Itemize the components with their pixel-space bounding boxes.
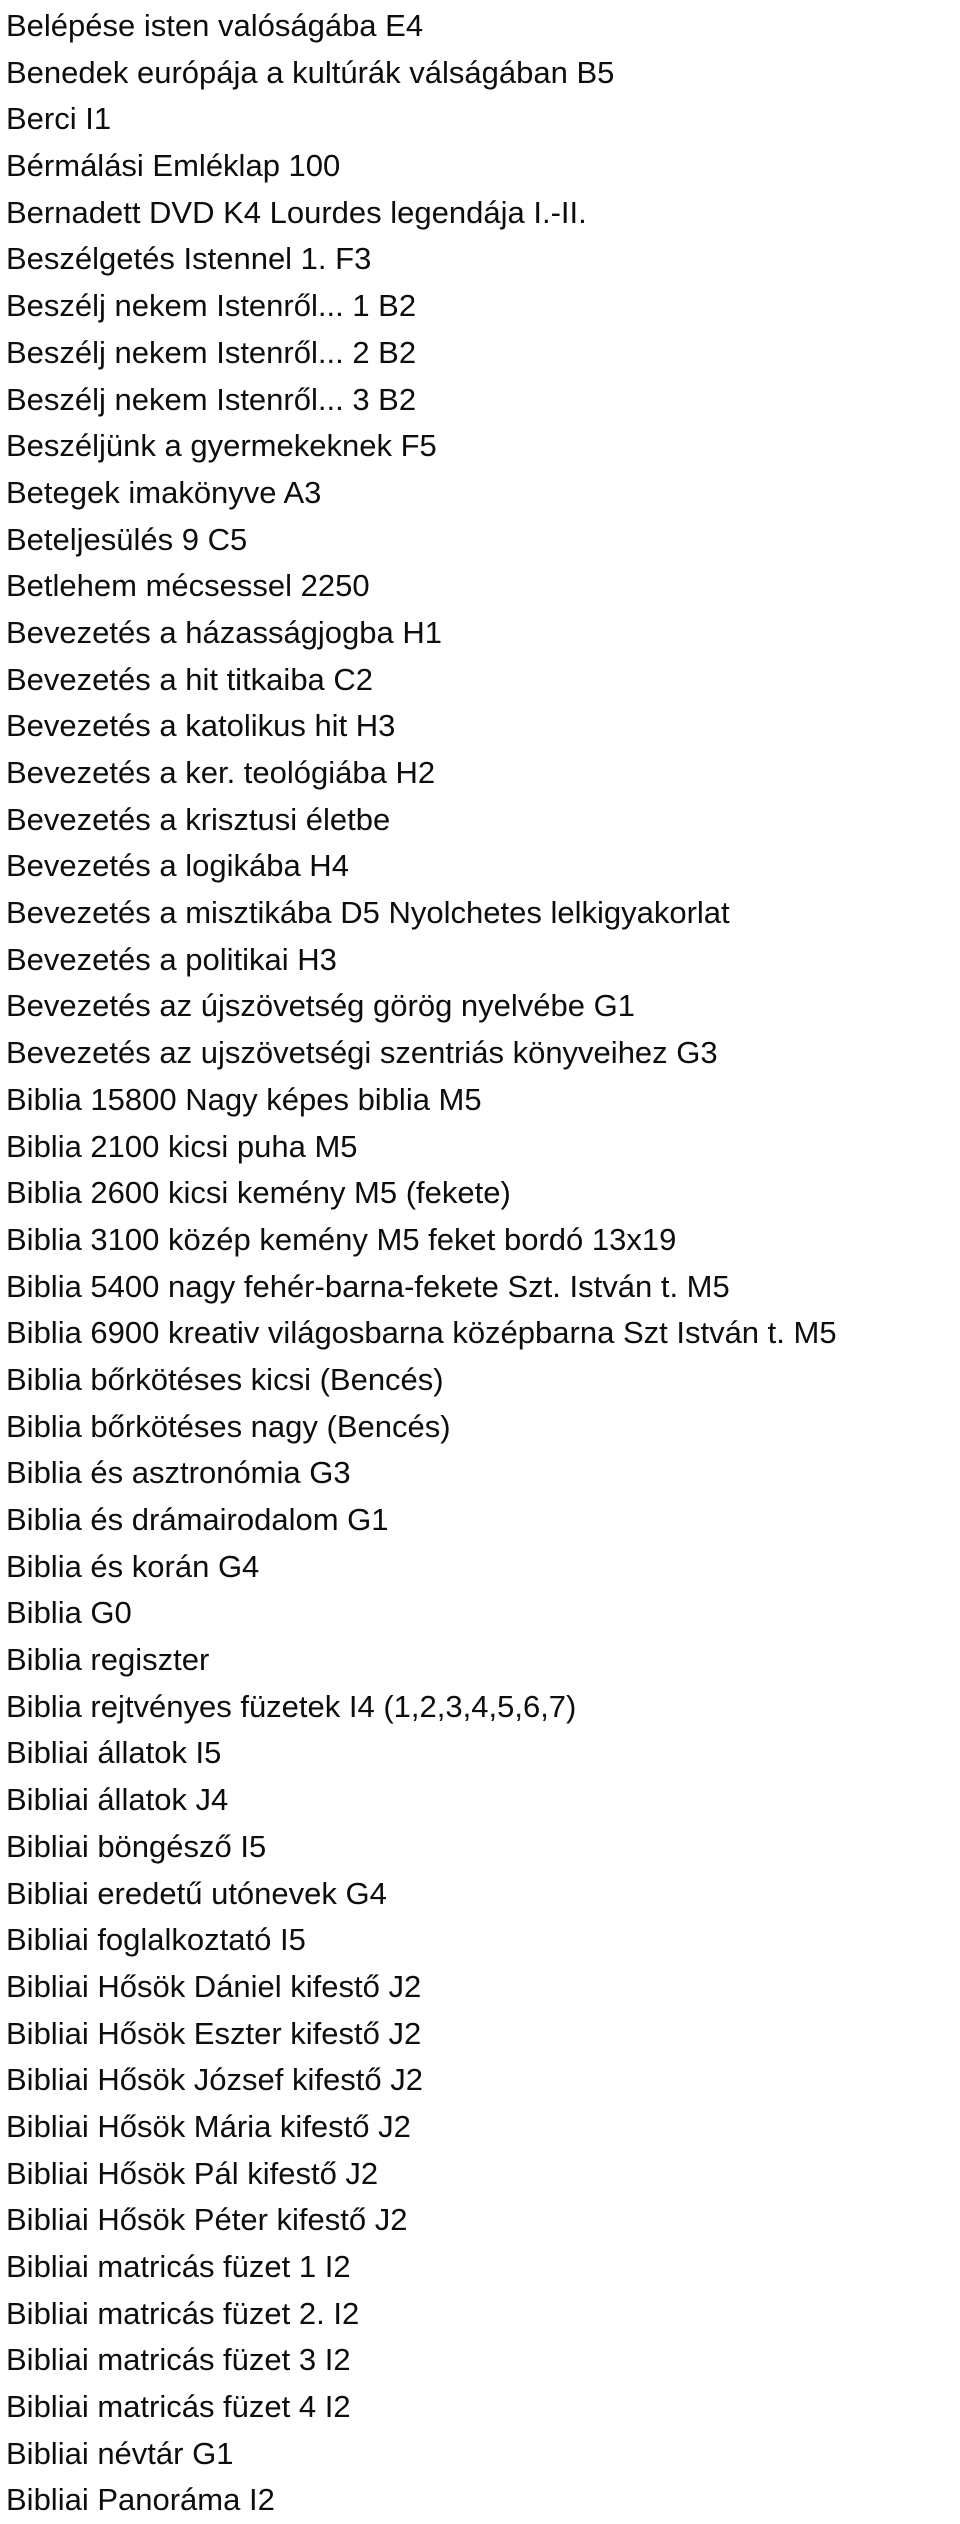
list-item: Biblia G0 [6, 1595, 132, 1631]
list-item: Bibliai matricás füzet 4 I2 [6, 2389, 351, 2425]
list-item: Bibliai állatok J4 [6, 1782, 229, 1818]
list-item: Biblia 6900 kreativ világosbarna középbarna Szt István t. M5 [6, 1315, 837, 1351]
list-item: Bevezetés a logikába H4 [6, 848, 349, 884]
list-item: Bibliai Hősök József kifestő J2 [6, 2062, 423, 2098]
list-item: Biblia bőrkötéses nagy (Bencés) [6, 1408, 451, 1444]
list-item: Belépése isten valóságába E4 [6, 8, 424, 43]
list-item: Beszéljünk a gyermekeknek F5 [6, 428, 437, 464]
list-item: Bibliai matricás füzet 3 I2 [6, 2342, 351, 2378]
list-item: Beszélgetés Istennel 1. F3 [6, 241, 372, 277]
list-item: Biblia 2600 kicsi kemény M5 (fekete) [6, 1175, 511, 1211]
list-item: Bevezetés a katolikus hit H3 [6, 708, 396, 744]
list-item: Berci I1 [6, 101, 112, 137]
list-item: Biblia 2100 kicsi puha M5 [6, 1128, 358, 1164]
list-item: Bevezetés az újszövetség görög nyelvébe G1 [6, 988, 635, 1024]
list-item: Bevezetés a krisztusi életbe [6, 801, 391, 837]
list-item: Biblia regiszter [6, 1642, 210, 1678]
list-item: Biblia bőrkötéses kicsi (Bencés) [6, 1361, 444, 1397]
list-item: Biblia 3100 közép kemény M5 feket bordó 13x19 [6, 1221, 677, 1257]
list-item: Bevezetés a ker. teológiába H2 [6, 755, 436, 790]
list-item: Bevezetés a politikai H3 [6, 941, 337, 977]
list-item: Beszélj nekem Istenről... 2 B2 [6, 334, 417, 370]
list-item: Biblia és drámairodalom G1 [6, 1502, 389, 1537]
list-item: Bibliai matricás füzet 2. I2 [6, 2295, 360, 2331]
list-item: Bevezetés az ujszövetségi szentriás könyveihez G3 [6, 1035, 718, 1071]
list-item: Bibliai Panoráma I2 [6, 2482, 275, 2518]
list-item: Bibliai foglalkoztató I5 [6, 1922, 306, 1958]
list-item: Bibliai Hősök Pál kifestő J2 [6, 2155, 379, 2191]
list-item: Bibliai névtár G1 [6, 2435, 234, 2471]
list-item: Bevezetés a misztikába D5 Nyolchetes lelkigyakorlat [6, 895, 730, 931]
list-item: Bibliai böngésző I5 [6, 1828, 267, 1864]
list-item: Betlehem mécsessel 2250 [6, 568, 370, 604]
list-item: Bibliai Hősök Péter kifestő J2 [6, 2202, 408, 2238]
list-item: Bibliai matricás füzet 1 I2 [6, 2249, 351, 2284]
list-item: Biblia 5400 nagy fehér-barna-fekete Szt. István t. M5 [6, 1268, 730, 1304]
list-item: Biblia és korán G4 [6, 1548, 260, 1584]
list-item: Benedek európája a kultúrák válságában B5 [6, 54, 615, 90]
list-item: Bevezetés a hit titkaiba C2 [6, 661, 374, 697]
list-item: Beszélj nekem Istenről... 1 B2 [6, 288, 417, 324]
list-item: Bevezetés a házasságjogba H1 [6, 614, 443, 650]
list-item: Bibliai Hősök Eszter kifestő J2 [6, 2015, 422, 2051]
list-item: Beteljesülés 9 C5 [6, 521, 248, 557]
list-item: Bibliai eredetű utónevek G4 [6, 1875, 387, 1911]
list-item: Bernadett DVD K4 Lourdes legendája I.-II. [6, 194, 587, 230]
list-item: Bérmálási Emléklap 100 [6, 148, 341, 184]
list-item: Betegek imakönyve A3 [6, 474, 322, 510]
list-item: Biblia és asztronómia G3 [6, 1455, 351, 1491]
list-item: Biblia 15800 Nagy képes biblia M5 [6, 1081, 482, 1117]
document-list [6, 3, 956, 2524]
list-item: Biblia rejtvényes füzetek I4 (1,2,3,4,5,6,7) [6, 1688, 577, 1724]
list-item: Bibliai Hősök Dániel kifestő J2 [6, 1968, 422, 2004]
list-item: Bibliai Hősök Mária kifestő J2 [6, 2108, 411, 2144]
list-item: Beszélj nekem Istenről... 3 B2 [6, 381, 417, 417]
list-item: Bibliai állatok I5 [6, 1735, 222, 1771]
